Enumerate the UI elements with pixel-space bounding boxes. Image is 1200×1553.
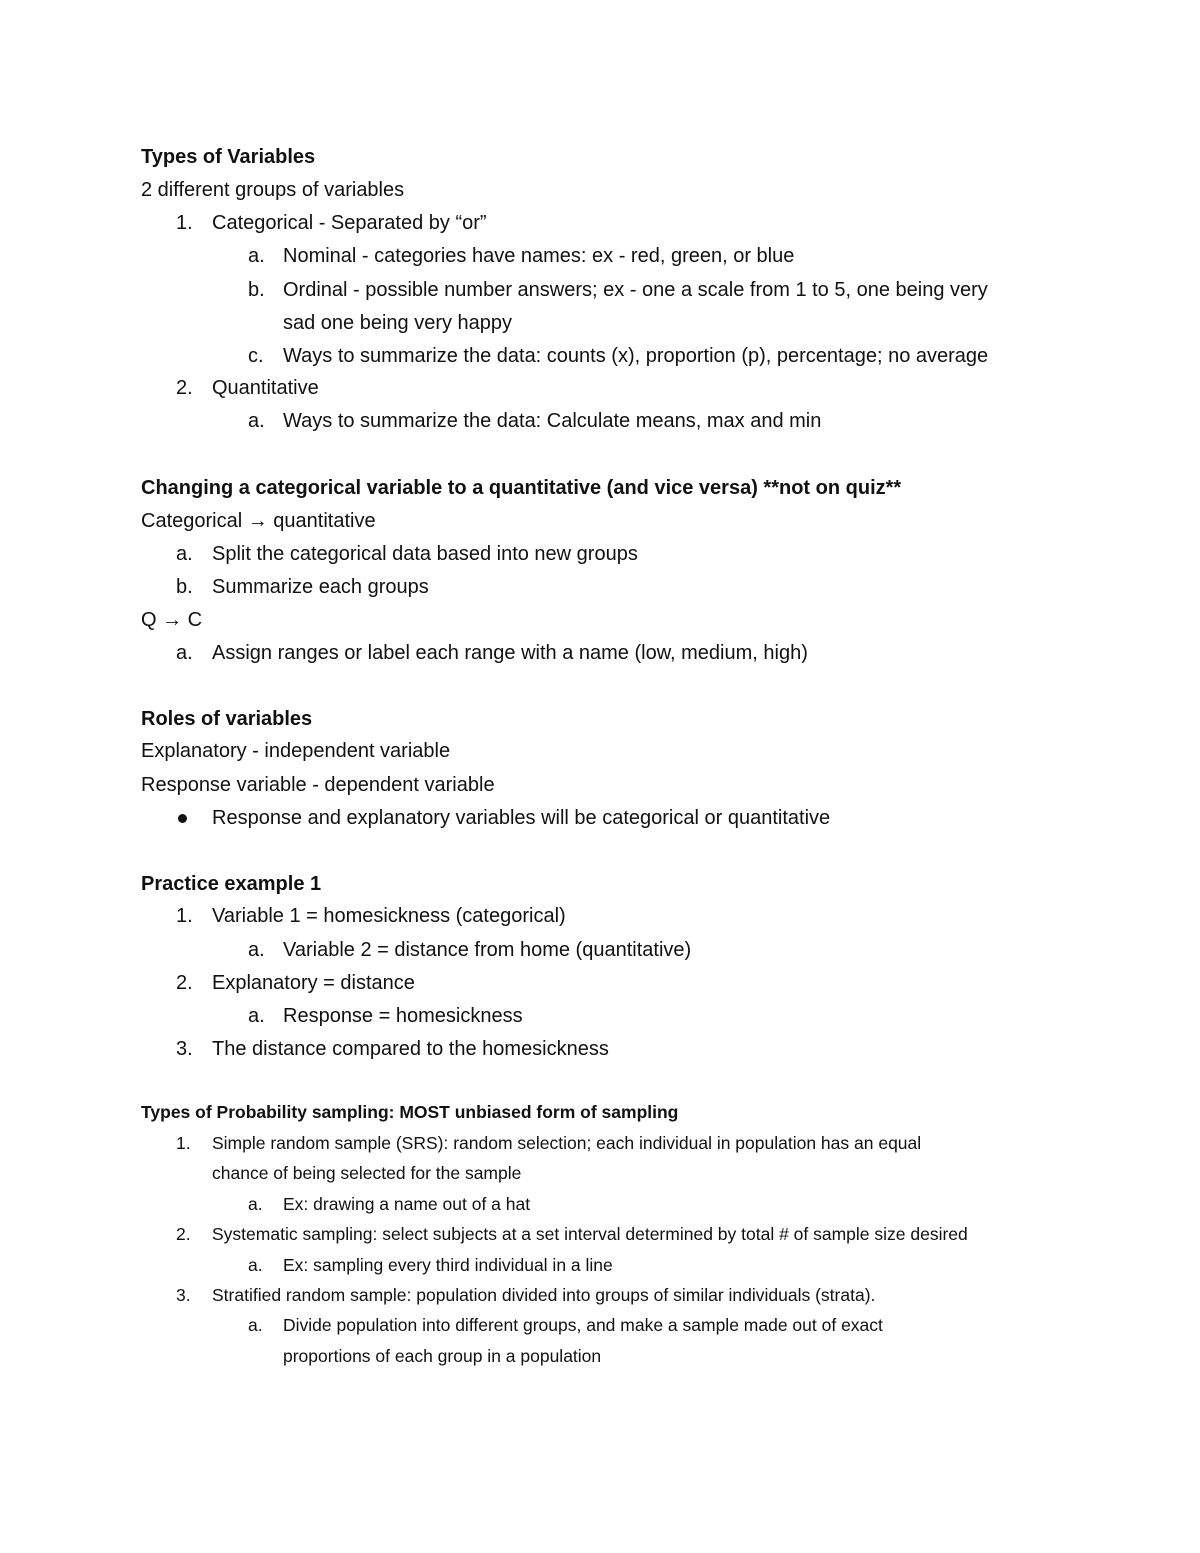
list-marker: b. bbox=[248, 279, 265, 301]
list-marker: c. bbox=[248, 345, 264, 367]
list-item-srs-example: Ex: drawing a name out of a hat bbox=[283, 1194, 531, 1214]
list-item-response: Response = homesickness bbox=[283, 1005, 523, 1027]
explanatory-text: Explanatory - independent variable bbox=[141, 740, 451, 762]
list-item-explanatory: Explanatory = distance bbox=[212, 972, 415, 994]
bullet-item: Response and explanatory variables will be categorical or quantitative bbox=[212, 807, 831, 829]
heading-roles-of-variables: Roles of variables bbox=[141, 708, 313, 730]
intro-text: 2 different groups of variables bbox=[141, 179, 405, 201]
list-item-stratified-explain: Divide population into different groups, and make a sample made out of exact bbox=[283, 1315, 883, 1335]
list-marker: 2. bbox=[176, 377, 193, 399]
list-marker: a. bbox=[248, 1255, 263, 1275]
list-item-summarize-groups: Summarize each groups bbox=[212, 576, 429, 598]
list-item-srs-cont: chance of being selected for the sample bbox=[212, 1163, 522, 1183]
quantitative-to-categorical: Q → C bbox=[141, 609, 203, 631]
list-item-stratified-explain-cont: proportions of each group in a population bbox=[283, 1346, 602, 1366]
list-item-split: Split the categorical data based into new groups bbox=[212, 543, 638, 565]
list-item-variable-1: Variable 1 = homesickness (categorical) bbox=[212, 905, 566, 927]
heading-probability-sampling: Types of Probability sampling: MOST unbiased form of sampling bbox=[141, 1102, 679, 1122]
list-marker: b. bbox=[176, 576, 193, 598]
list-item-distance-compared: The distance compared to the homesickness bbox=[212, 1038, 609, 1060]
list-item-categorical: Categorical - Separated by “or” bbox=[212, 212, 487, 234]
list-item-summarize-categorical: Ways to summarize the data: counts (x), proportion (p), percentage; no average bbox=[283, 345, 989, 367]
list-marker: a. bbox=[248, 1315, 263, 1335]
list-item-systematic: Systematic sampling: select subjects at a set interval determined by total # of sample size desired bbox=[212, 1224, 968, 1244]
response-text: Response variable - dependent variable bbox=[141, 774, 495, 796]
list-marker: a. bbox=[176, 543, 193, 565]
list-marker: 2. bbox=[176, 1224, 191, 1244]
list-item-quantitative: Quantitative bbox=[212, 377, 319, 399]
list-item-ordinal-cont: sad one being very happy bbox=[283, 312, 513, 334]
list-item-variable-2: Variable 2 = distance from home (quantitative) bbox=[283, 939, 692, 961]
categorical-to-quantitative: Categorical → quantitative bbox=[141, 510, 376, 532]
list-marker: 1. bbox=[176, 212, 193, 234]
list-marker: a. bbox=[248, 939, 265, 961]
list-item-nominal: Nominal - categories have names: ex - red, green, or blue bbox=[283, 245, 795, 267]
list-marker: a. bbox=[248, 245, 265, 267]
list-item-ordinal: Ordinal - possible number answers; ex - one a scale from 1 to 5, one being very bbox=[283, 279, 988, 301]
list-marker: a. bbox=[248, 1005, 265, 1027]
heading-practice-example: Practice example 1 bbox=[141, 873, 322, 895]
list-item-systematic-example: Ex: sampling every third individual in a line bbox=[283, 1255, 613, 1275]
list-marker: 3. bbox=[176, 1285, 191, 1305]
list-marker: a. bbox=[248, 1194, 263, 1214]
heading-types-of-variables: Types of Variables bbox=[141, 146, 316, 168]
list-item-assign-ranges: Assign ranges or label each range with a name (low, medium, high) bbox=[212, 642, 808, 664]
list-item-summarize-quantitative: Ways to summarize the data: Calculate means, max and min bbox=[283, 410, 822, 432]
heading-changing-variables: Changing a categorical variable to a quantitative (and vice versa) **not on quiz** bbox=[141, 477, 902, 499]
list-item-stratified: Stratified random sample: population divided into groups of similar individuals (strata). bbox=[212, 1285, 876, 1305]
list-marker: 3. bbox=[176, 1038, 193, 1060]
list-marker: 1. bbox=[176, 905, 193, 927]
list-item-srs: Simple random sample (SRS): random selection; each individual in population has an equal bbox=[212, 1133, 922, 1153]
list-marker: 2. bbox=[176, 972, 193, 994]
bullet-icon bbox=[178, 814, 187, 823]
list-marker: 1. bbox=[176, 1133, 191, 1153]
list-marker: a. bbox=[176, 642, 193, 664]
list-marker: a. bbox=[248, 410, 265, 432]
